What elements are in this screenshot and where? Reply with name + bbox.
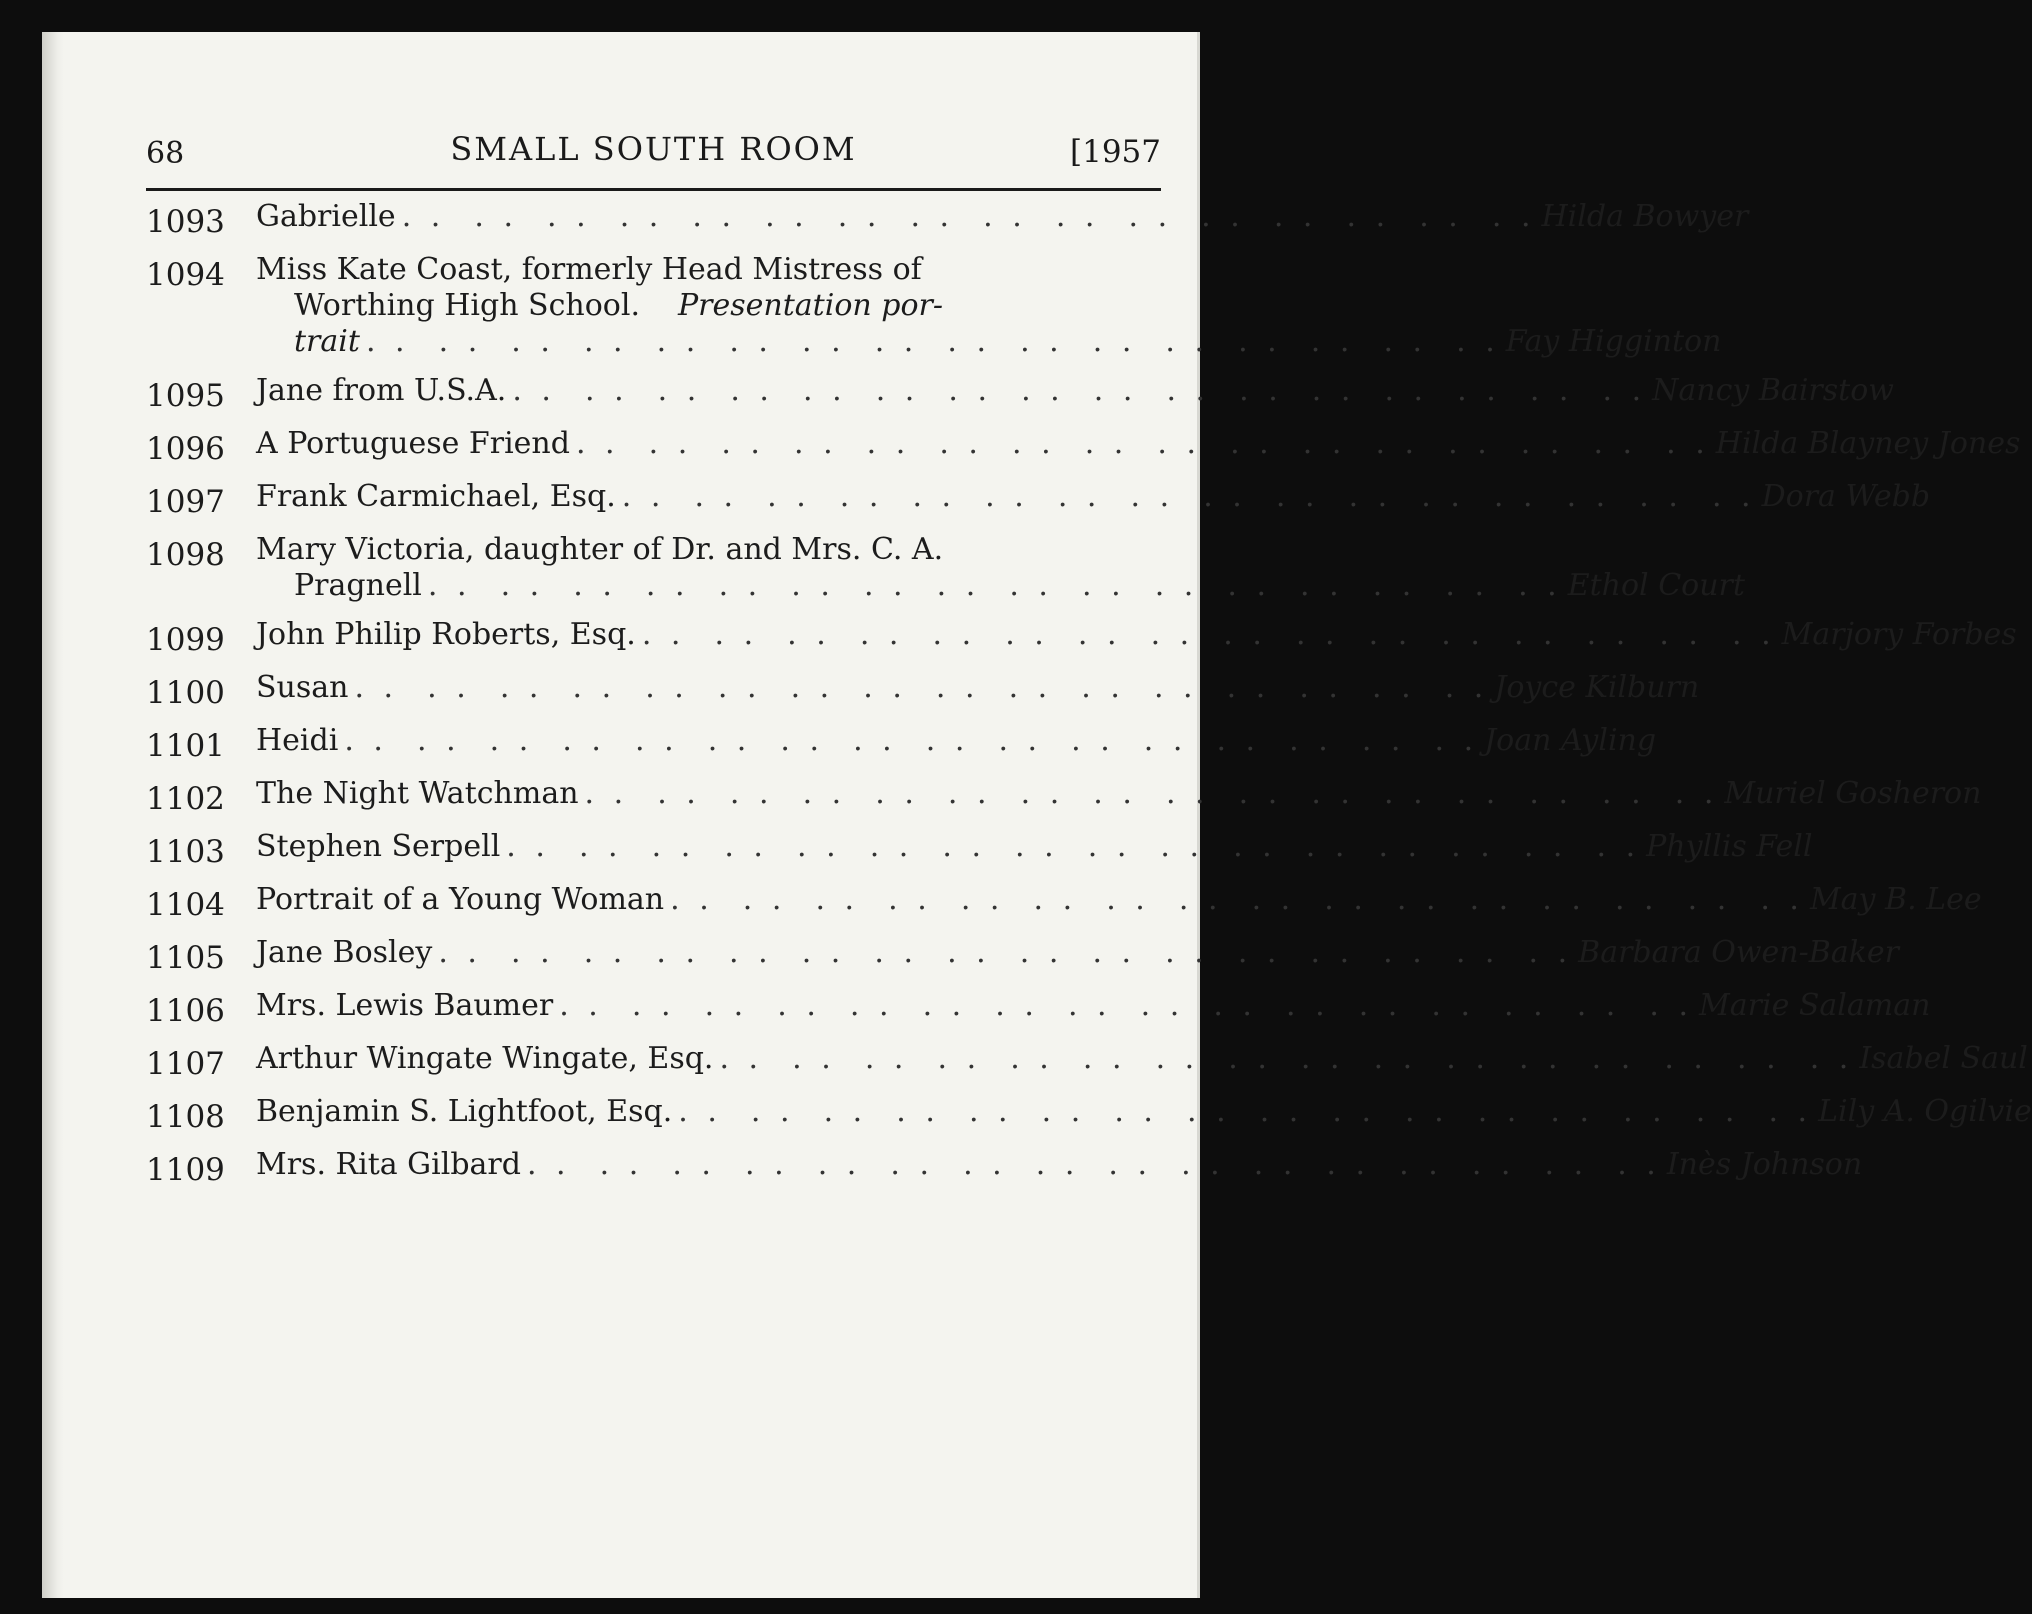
dot-leader <box>506 830 1640 864</box>
header-rule <box>146 188 1161 191</box>
catalogue-entry <box>146 670 1700 711</box>
entry-artist: Phyllis Fell <box>1646 829 1813 864</box>
entry-artist: Joyce Kilburn <box>1494 670 1700 705</box>
dot-leader <box>366 325 1500 359</box>
catalogue-entry <box>146 532 1745 605</box>
section-title: SMALL SOUTH ROOM <box>450 130 857 168</box>
page-number: 68 <box>146 136 185 171</box>
dot-leader <box>678 1095 1812 1129</box>
dot-leader <box>670 883 1804 917</box>
catalogue-list <box>146 199 2032 1201</box>
catalogue-entry <box>146 829 1813 870</box>
dot-leader <box>428 569 1562 603</box>
entry-number: 1104 <box>146 887 225 923</box>
entry-number: 1107 <box>146 1046 225 1082</box>
entry-title: Mrs. Lewis Baumer <box>256 988 554 1023</box>
dot-leader <box>576 427 1710 461</box>
entry-number: 1097 <box>146 484 225 520</box>
entry-artist: Muriel Gosheron <box>1724 776 1982 811</box>
entry-artist: Nancy Bairstow <box>1652 373 1894 408</box>
dot-leader <box>719 1042 1853 1076</box>
entry-title: A Portuguese Friend <box>256 426 570 461</box>
year-marker: [1957 <box>1070 134 1161 170</box>
entry-artist: May B. Lee <box>1809 882 1982 917</box>
catalogue-entry <box>146 988 1931 1029</box>
entry-title: Frank Carmichael, Esq. <box>256 479 616 514</box>
entry-title: Mrs. Rita Gilbard <box>256 1147 521 1182</box>
entry-artist: Ethol Court <box>1567 568 1745 603</box>
entry-title: Arthur Wingate Wingate, Esq. <box>256 1041 714 1076</box>
entry-title-italic-continued: trait <box>294 324 360 359</box>
entry-title: John Philip Roberts, Esq. <box>256 617 636 652</box>
dot-leader <box>344 724 1478 758</box>
entry-title: Benjamin S. Lightfoot, Esq. <box>256 1094 673 1129</box>
entry-artist: Marie Salaman <box>1699 988 1931 1023</box>
catalogue-entry <box>146 1041 2028 1082</box>
dot-leader <box>402 200 1536 234</box>
entry-artist: Joan Ayling <box>1484 723 1657 758</box>
entry-number: 1095 <box>146 378 225 414</box>
entry-artist: Barbara Owen-Baker <box>1578 935 1899 970</box>
entry-number: 1096 <box>146 431 225 467</box>
dot-leader <box>559 989 1693 1023</box>
entry-title: Stephen Serpell <box>256 829 501 864</box>
entry-artist: Lily A. Ogilvie <box>1818 1094 2032 1129</box>
catalogue-entry <box>146 426 2021 467</box>
entry-number: 1102 <box>146 781 225 817</box>
catalogue-entry <box>146 935 1899 976</box>
catalogue-entry <box>146 252 1722 361</box>
catalogue-entry <box>146 199 1749 240</box>
catalogue-entry <box>146 723 1657 764</box>
catalogue-entry <box>146 1147 1863 1188</box>
catalogue-entry <box>146 882 1982 923</box>
entry-title: The Night Watchman <box>256 776 579 811</box>
entry-number: 1108 <box>146 1099 225 1135</box>
entry-title-continued: Worthing High School. <box>294 288 640 323</box>
entry-artist: Marjory Forbes <box>1781 617 2017 652</box>
catalogue-entry <box>146 1094 2032 1135</box>
entry-number: 1106 <box>146 993 225 1029</box>
catalogue-entry <box>146 373 1894 414</box>
entry-number: 1103 <box>146 834 225 870</box>
page-header <box>146 100 1161 171</box>
entry-title: Miss Kate Coast, formerly Head Mistress of <box>256 252 922 287</box>
entry-title: Gabrielle <box>256 199 396 234</box>
entry-title: Susan <box>256 670 349 705</box>
entry-artist: Hilda Bowyer <box>1541 199 1749 234</box>
entry-number: 1098 <box>146 537 225 573</box>
entry-number: 1094 <box>146 257 225 293</box>
entry-artist: Isabel Saul <box>1859 1041 2028 1076</box>
dot-leader <box>512 374 1646 408</box>
dot-leader <box>354 671 1488 705</box>
entry-title-continued: Pragnell <box>294 568 422 603</box>
dot-leader <box>585 777 1719 811</box>
entry-title: Portrait of a Young Woman <box>256 882 665 917</box>
entry-artist: Dora Webb <box>1761 479 1931 514</box>
entry-number: 1105 <box>146 940 225 976</box>
catalogue-entry <box>146 776 1982 817</box>
catalogue-entry <box>146 617 2017 658</box>
entry-title: Jane from U.S.A. <box>256 373 507 408</box>
entry-artist: Inès Johnson <box>1666 1147 1863 1182</box>
dot-leader <box>642 618 1776 652</box>
entry-title: Mary Victoria, daughter of Dr. and Mrs. C. A. <box>256 532 944 567</box>
entry-title: Jane Bosley <box>256 935 433 970</box>
entry-artist: Fay Higginton <box>1505 324 1722 359</box>
entry-title: Heidi <box>256 723 339 758</box>
dot-leader <box>438 936 1572 970</box>
entry-artist: Hilda Blayney Jones <box>1715 426 2021 461</box>
entry-number: 1100 <box>146 675 225 711</box>
dot-leader <box>622 480 1756 514</box>
dot-leader <box>527 1148 1661 1182</box>
entry-number: 1109 <box>146 1152 225 1188</box>
catalogue-entry <box>146 479 1931 520</box>
entry-title-italic: Presentation por- <box>677 288 943 323</box>
entry-number: 1099 <box>146 622 225 658</box>
entry-number: 1101 <box>146 728 225 764</box>
entry-number: 1093 <box>146 204 225 240</box>
